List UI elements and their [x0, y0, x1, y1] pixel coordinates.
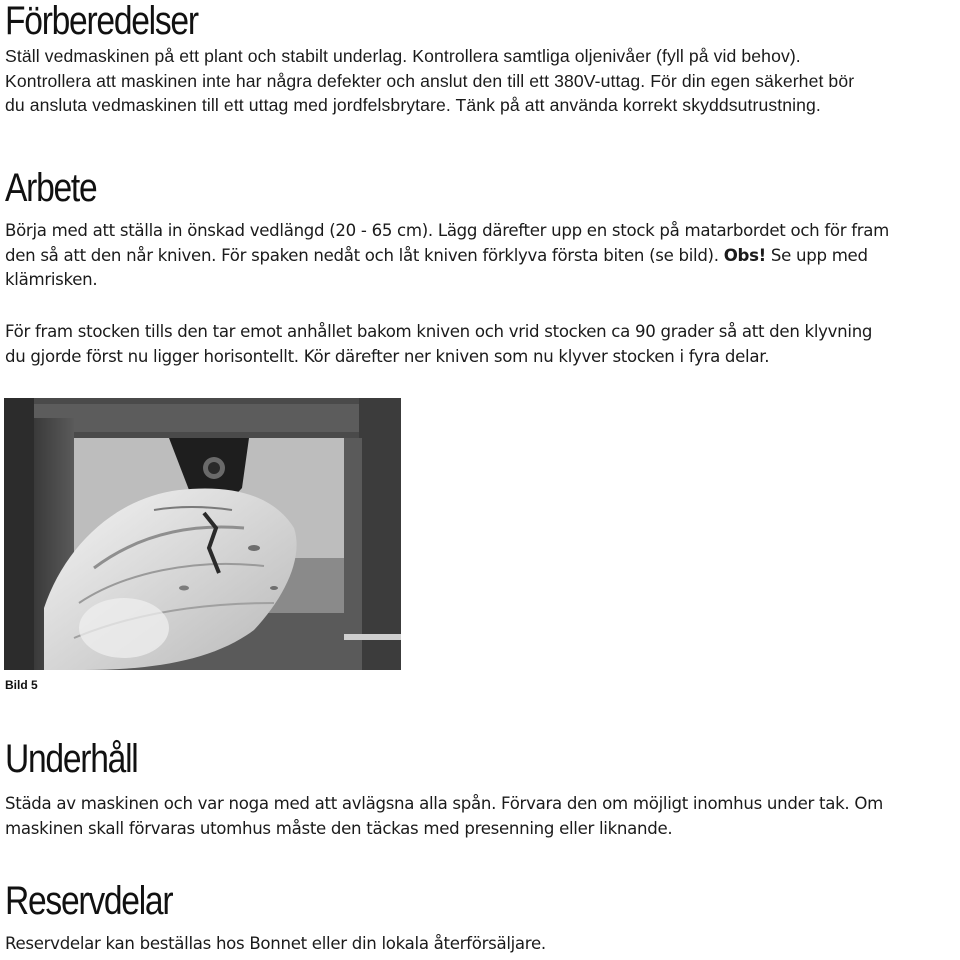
paragraph-underhall: [5, 792, 960, 841]
text-line: Ställ vedmaskinen på ett plant och stabilt underlag. Kontrollera samtliga oljenivåer (fyll på vid behov).: [5, 46, 801, 66]
text-line: klämrisken.: [5, 270, 98, 289]
text-line: Städa av maskinen och var noga med att avlägsna alla spån. Förvara den om möjligt inomhus under tak. Om: [5, 794, 883, 813]
heading-underhall: Underhåll: [5, 737, 138, 781]
text-line: För fram stocken tills den tar emot anhållet bakom kniven och vrid stocken ca 90 grader så att den klyvning: [5, 322, 873, 341]
paragraph-arbete-1: [5, 219, 960, 293]
text-line: du ansluta vedmaskinen till ett uttag med jordfelsbrytare. Tänk på att använda korrekt skyddsutrustning.: [5, 95, 821, 115]
text-line: Se upp med: [770, 245, 868, 265]
obs-label: Obs!: [723, 245, 766, 265]
text-line: Reservdelar kan beställas hos Bonnet eller din lokala återförsäljare.: [5, 934, 546, 953]
paragraph-forberedelser: [5, 44, 960, 118]
text-line: den så att den når kniven. För spaken nedåt och låt kniven förklyva första biten (se bild).: [5, 245, 719, 265]
heading-reservdelar: Reservdelar: [5, 879, 173, 923]
text-line: Kontrollera att maskinen inte har några defekter och anslut den till ett 380V-uttag. För din egen säkerhet bör: [5, 70, 855, 91]
paragraph-reservdelar: [5, 932, 960, 957]
paragraph-arbete-2: [5, 320, 960, 369]
log-splitter-illustration: [4, 398, 401, 670]
heading-forberedelser: Förberedelser: [5, 0, 198, 43]
text-line: Börja med att ställa in önskad vedlängd (20 - 65 cm). Lägg därefter upp en stock på matarbordet och för fram: [5, 221, 890, 240]
image-caption: Bild 5: [5, 678, 38, 692]
log-splitter-photo: [4, 398, 401, 670]
text-line: maskinen skall förvaras utomhus måste den täckas med presenning eller liknande.: [5, 818, 673, 838]
heading-arbete: Arbete: [5, 166, 97, 210]
text-line: du gjorde först nu ligger horisontellt. Kör därefter ner kniven som nu klyver stocken i fyra delar.: [5, 346, 770, 366]
